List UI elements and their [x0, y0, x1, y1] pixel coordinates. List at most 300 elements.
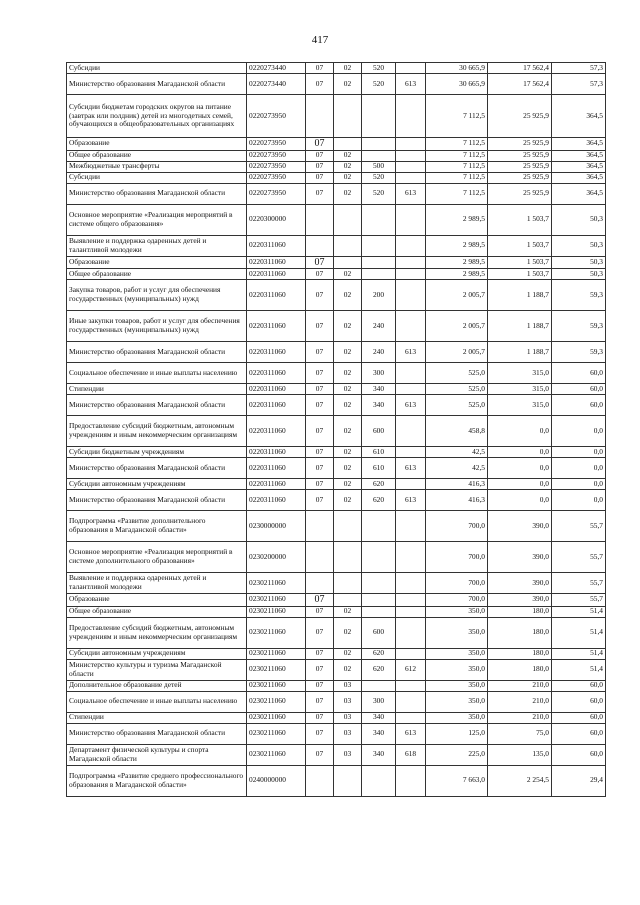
row-name: Закупка товаров, работ и услуг для обеспечения государственных (муниципальных) нужд — [67, 280, 247, 311]
row-name: Предоставление субсидий бюджетным, автономным учреждениям и иным некоммерческим организациям — [67, 416, 247, 447]
row-expense-type: 610 — [362, 447, 396, 458]
table-row — [67, 691, 606, 712]
row-name: Образование — [67, 256, 247, 269]
row-value-planned: 700,0 — [426, 511, 488, 542]
row-name: Министерство образования Магаданской области — [67, 458, 247, 479]
row-value-planned: 7 112,5 — [426, 172, 488, 183]
page-number: 417 — [311, 34, 329, 46]
row-section: 07 — [306, 458, 334, 479]
row-value-planned: 700,0 — [426, 594, 488, 607]
row-percent: 51,4 — [552, 648, 606, 659]
row-value-planned: 42,5 — [426, 447, 488, 458]
row-code: 0230211060 — [247, 648, 306, 659]
row-expense-type: 300 — [362, 691, 396, 712]
row-department: 612 — [396, 659, 426, 680]
row-name: Субсидии — [67, 63, 247, 74]
row-section — [306, 204, 334, 235]
row-code: 0220311060 — [247, 363, 306, 384]
row-expense-type — [362, 269, 396, 280]
row-section: 07 — [306, 74, 334, 95]
row-value-actual: 1 503,7 — [488, 256, 552, 269]
row-code: 0220273950 — [247, 138, 306, 151]
row-subsection — [334, 594, 362, 607]
row-subsection: 02 — [334, 447, 362, 458]
row-subsection: 03 — [334, 723, 362, 744]
row-subsection: 02 — [334, 172, 362, 183]
row-value-planned: 525,0 — [426, 363, 488, 384]
row-subsection: 02 — [334, 490, 362, 511]
table-row — [67, 447, 606, 458]
row-expense-type: 520 — [362, 74, 396, 95]
row-expense-type: 620 — [362, 490, 396, 511]
row-section: 07 — [306, 712, 334, 723]
row-department — [396, 573, 426, 594]
row-subsection: 02 — [334, 74, 362, 95]
row-value-actual: 1 188,7 — [488, 280, 552, 311]
table-row — [67, 479, 606, 490]
row-value-actual: 135,0 — [488, 744, 552, 765]
row-name: Образование — [67, 594, 247, 607]
row-department: 613 — [396, 395, 426, 416]
row-percent: 364,5 — [552, 183, 606, 204]
row-value-actual: 210,0 — [488, 680, 552, 691]
row-code: 0220273950 — [247, 183, 306, 204]
row-value-planned: 2 005,7 — [426, 280, 488, 311]
row-percent: 59,3 — [552, 280, 606, 311]
row-expense-type: 500 — [362, 161, 396, 172]
table-row — [67, 63, 606, 74]
row-value-actual: 25 925,9 — [488, 95, 552, 138]
row-value-actual: 210,0 — [488, 691, 552, 712]
row-percent: 59,3 — [552, 342, 606, 363]
row-department — [396, 311, 426, 342]
table-row — [67, 659, 606, 680]
row-value-actual: 210,0 — [488, 712, 552, 723]
row-section: 07 — [306, 606, 334, 617]
row-value-planned: 525,0 — [426, 384, 488, 395]
row-department — [396, 447, 426, 458]
row-name: Субсидии автономным учреждениям — [67, 479, 247, 490]
row-section: 07 — [306, 416, 334, 447]
row-section: 07 — [306, 269, 334, 280]
table-row — [67, 511, 606, 542]
row-department — [396, 617, 426, 648]
row-expense-type: 600 — [362, 416, 396, 447]
row-section — [306, 542, 334, 573]
row-expense-type — [362, 511, 396, 542]
row-value-planned: 350,0 — [426, 691, 488, 712]
row-percent: 364,5 — [552, 150, 606, 161]
row-section: 07 — [306, 342, 334, 363]
table-row — [67, 150, 606, 161]
row-value-actual: 25 925,9 — [488, 183, 552, 204]
row-code: 0220311060 — [247, 447, 306, 458]
row-name: Основное мероприятие «Реализация мероприятий в системе общего образования» — [67, 204, 247, 235]
table-row — [67, 183, 606, 204]
row-expense-type — [362, 95, 396, 138]
row-expense-type: 620 — [362, 648, 396, 659]
row-subsection: 02 — [334, 416, 362, 447]
row-subsection — [334, 256, 362, 269]
row-department: 613 — [396, 458, 426, 479]
row-percent: 0,0 — [552, 447, 606, 458]
row-subsection — [334, 138, 362, 151]
row-percent: 60,0 — [552, 691, 606, 712]
row-value-planned: 2 989,5 — [426, 235, 488, 256]
row-code: 0220311060 — [247, 490, 306, 511]
row-subsection: 02 — [334, 311, 362, 342]
row-value-actual: 180,0 — [488, 606, 552, 617]
row-percent: 57,3 — [552, 63, 606, 74]
row-department — [396, 511, 426, 542]
row-code: 0220311060 — [247, 342, 306, 363]
row-subsection: 02 — [334, 183, 362, 204]
row-section — [306, 573, 334, 594]
row-percent: 60,0 — [552, 744, 606, 765]
row-value-actual: 1 188,7 — [488, 342, 552, 363]
row-section: 07 — [306, 594, 334, 607]
row-department: 618 — [396, 744, 426, 765]
row-code: 0230211060 — [247, 617, 306, 648]
table-row — [67, 617, 606, 648]
row-name: Министерство образования Магаданской области — [67, 74, 247, 95]
row-subsection: 02 — [334, 479, 362, 490]
row-name: Министерство образования Магаданской области — [67, 342, 247, 363]
row-section: 07 — [306, 490, 334, 511]
row-expense-type: 610 — [362, 458, 396, 479]
row-percent: 364,5 — [552, 138, 606, 151]
row-percent: 60,0 — [552, 723, 606, 744]
row-value-actual: 180,0 — [488, 659, 552, 680]
row-department — [396, 280, 426, 311]
row-name: Дополнительное образование детей — [67, 680, 247, 691]
row-value-planned: 7 112,5 — [426, 95, 488, 138]
row-percent: 55,7 — [552, 573, 606, 594]
row-percent: 55,7 — [552, 594, 606, 607]
row-code: 0220311060 — [247, 280, 306, 311]
row-name: Субсидии бюджетам городских округов на питание (завтрак или полдник) детей из многодетных семей, обучающихся в общеобразовательных организациях — [67, 95, 247, 138]
row-section: 07 — [306, 395, 334, 416]
row-department — [396, 363, 426, 384]
row-name: Предоставление субсидий бюджетным, автономным учреждениям и иным некоммерческим организациям — [67, 617, 247, 648]
table-row — [67, 648, 606, 659]
table-row — [67, 606, 606, 617]
table-row — [67, 542, 606, 573]
row-department — [396, 765, 426, 796]
row-code: 0220273440 — [247, 74, 306, 95]
row-expense-type: 340 — [362, 712, 396, 723]
row-name: Общее образование — [67, 606, 247, 617]
table-row — [67, 723, 606, 744]
row-code: 0220300000 — [247, 204, 306, 235]
row-value-planned: 42,5 — [426, 458, 488, 479]
row-subsection — [334, 765, 362, 796]
table-row — [67, 416, 606, 447]
row-value-planned: 2 989,5 — [426, 204, 488, 235]
row-department: 613 — [396, 490, 426, 511]
table-row — [67, 363, 606, 384]
row-value-planned: 350,0 — [426, 712, 488, 723]
row-value-planned: 416,3 — [426, 490, 488, 511]
row-department — [396, 416, 426, 447]
row-percent: 51,4 — [552, 659, 606, 680]
row-subsection: 02 — [334, 161, 362, 172]
row-expense-type — [362, 235, 396, 256]
table-row — [67, 280, 606, 311]
row-code: 0230211060 — [247, 691, 306, 712]
row-section: 07 — [306, 138, 334, 151]
row-value-actual: 315,0 — [488, 363, 552, 384]
table-row — [67, 395, 606, 416]
table-row — [67, 342, 606, 363]
row-value-planned: 7 663,0 — [426, 765, 488, 796]
row-value-planned: 225,0 — [426, 744, 488, 765]
row-name: Министерство образования Магаданской области — [67, 395, 247, 416]
row-value-planned: 350,0 — [426, 659, 488, 680]
row-percent: 0,0 — [552, 490, 606, 511]
row-percent: 364,5 — [552, 172, 606, 183]
row-code: 0230211060 — [247, 712, 306, 723]
row-percent: 51,4 — [552, 606, 606, 617]
row-section: 07 — [306, 384, 334, 395]
row-subsection: 02 — [334, 606, 362, 617]
row-value-actual: 1 503,7 — [488, 235, 552, 256]
row-name: Министерство образования Магаданской области — [67, 490, 247, 511]
row-value-planned: 30 665,9 — [426, 63, 488, 74]
row-expense-type — [362, 150, 396, 161]
row-section: 07 — [306, 744, 334, 765]
row-section — [306, 95, 334, 138]
row-code: 0220311060 — [247, 311, 306, 342]
row-expense-type: 520 — [362, 172, 396, 183]
row-section: 07 — [306, 680, 334, 691]
row-value-planned: 700,0 — [426, 542, 488, 573]
row-value-planned: 2 989,5 — [426, 269, 488, 280]
row-name: Общее образование — [67, 269, 247, 280]
row-value-planned: 125,0 — [426, 723, 488, 744]
row-subsection: 02 — [334, 395, 362, 416]
row-section: 07 — [306, 659, 334, 680]
row-percent: 50,3 — [552, 269, 606, 280]
row-code: 0220311060 — [247, 235, 306, 256]
row-value-planned: 416,3 — [426, 479, 488, 490]
row-name: Общее образование — [67, 150, 247, 161]
row-value-planned: 2 005,7 — [426, 311, 488, 342]
table-row — [67, 765, 606, 796]
row-code: 0220273440 — [247, 63, 306, 74]
row-expense-type: 240 — [362, 311, 396, 342]
row-value-planned: 7 112,5 — [426, 138, 488, 151]
table-row — [67, 744, 606, 765]
row-expense-type: 520 — [362, 63, 396, 74]
row-code: 0240000000 — [247, 765, 306, 796]
row-name: Основное мероприятие «Реализация мероприятий в системе дополнительного образования» — [67, 542, 247, 573]
row-section: 07 — [306, 311, 334, 342]
row-value-actual: 0,0 — [488, 447, 552, 458]
row-value-actual: 17 562,4 — [488, 74, 552, 95]
row-code: 0220311060 — [247, 384, 306, 395]
row-percent: 364,5 — [552, 161, 606, 172]
row-subsection — [334, 573, 362, 594]
row-name: Подпрограмма «Развитие дополнительного образования в Магаданской области» — [67, 511, 247, 542]
row-code: 0230211060 — [247, 659, 306, 680]
row-section — [306, 765, 334, 796]
row-section: 07 — [306, 256, 334, 269]
row-value-actual: 180,0 — [488, 648, 552, 659]
row-expense-type — [362, 256, 396, 269]
row-subsection — [334, 204, 362, 235]
table-row — [67, 204, 606, 235]
row-value-actual: 390,0 — [488, 542, 552, 573]
row-value-actual: 0,0 — [488, 416, 552, 447]
row-percent: 55,7 — [552, 511, 606, 542]
table-row — [67, 269, 606, 280]
row-section: 07 — [306, 691, 334, 712]
row-value-actual: 25 925,9 — [488, 138, 552, 151]
row-subsection: 03 — [334, 712, 362, 723]
row-code: 0230211060 — [247, 723, 306, 744]
row-code: 0230211060 — [247, 573, 306, 594]
row-code: 0220311060 — [247, 458, 306, 479]
row-subsection: 02 — [334, 63, 362, 74]
row-code: 0220311060 — [247, 479, 306, 490]
row-section: 07 — [306, 63, 334, 74]
row-section: 07 — [306, 363, 334, 384]
row-percent: 60,0 — [552, 384, 606, 395]
row-value-planned: 350,0 — [426, 606, 488, 617]
row-subsection: 03 — [334, 744, 362, 765]
row-department: 613 — [396, 183, 426, 204]
row-value-actual: 315,0 — [488, 384, 552, 395]
row-department — [396, 384, 426, 395]
row-value-actual: 17 562,4 — [488, 63, 552, 74]
row-subsection: 02 — [334, 648, 362, 659]
row-name: Образование — [67, 138, 247, 151]
row-percent: 51,4 — [552, 617, 606, 648]
row-department — [396, 269, 426, 280]
row-section: 07 — [306, 172, 334, 183]
row-value-planned: 458,8 — [426, 416, 488, 447]
row-percent: 50,3 — [552, 256, 606, 269]
row-subsection: 02 — [334, 384, 362, 395]
row-percent: 60,0 — [552, 363, 606, 384]
row-section: 07 — [306, 723, 334, 744]
row-department — [396, 150, 426, 161]
row-name: Подпрограмма «Развитие среднего профессионального образования в Магаданской области» — [67, 765, 247, 796]
row-department: 613 — [396, 342, 426, 363]
row-expense-type: 520 — [362, 183, 396, 204]
table-row — [67, 172, 606, 183]
row-name: Социальное обеспечение и иные выплаты населению — [67, 363, 247, 384]
row-expense-type: 200 — [362, 280, 396, 311]
table-row — [67, 256, 606, 269]
row-expense-type: 620 — [362, 659, 396, 680]
table-row — [67, 235, 606, 256]
row-value-actual: 0,0 — [488, 458, 552, 479]
row-code: 0220273950 — [247, 161, 306, 172]
row-subsection: 02 — [334, 280, 362, 311]
row-department — [396, 63, 426, 74]
row-subsection — [334, 542, 362, 573]
row-subsection: 02 — [334, 617, 362, 648]
row-name: Министерство культуры и туризма Магаданской области — [67, 659, 247, 680]
row-code: 0230211060 — [247, 594, 306, 607]
row-code: 0230200000 — [247, 542, 306, 573]
budget-table — [66, 62, 606, 797]
row-section: 07 — [306, 183, 334, 204]
row-value-planned: 350,0 — [426, 617, 488, 648]
row-percent: 29,4 — [552, 765, 606, 796]
row-value-planned: 525,0 — [426, 395, 488, 416]
row-name: Межбюджетные трансферты — [67, 161, 247, 172]
row-percent: 0,0 — [552, 479, 606, 490]
row-department — [396, 235, 426, 256]
row-department — [396, 479, 426, 490]
row-expense-type: 340 — [362, 395, 396, 416]
table-row — [67, 384, 606, 395]
row-department — [396, 648, 426, 659]
row-department — [396, 680, 426, 691]
row-name: Выявление и поддержка одаренных детей и талантливой молодежи — [67, 235, 247, 256]
row-department: 613 — [396, 74, 426, 95]
row-department — [396, 594, 426, 607]
row-expense-type — [362, 765, 396, 796]
row-subsection: 02 — [334, 458, 362, 479]
row-name: Выявление и поддержка одаренных детей и талантливой молодежи — [67, 573, 247, 594]
row-percent: 55,7 — [552, 542, 606, 573]
row-name: Стипендии — [67, 712, 247, 723]
row-code: 0220311060 — [247, 416, 306, 447]
row-code: 0230000000 — [247, 511, 306, 542]
row-percent: 50,3 — [552, 235, 606, 256]
row-subsection: 02 — [334, 659, 362, 680]
row-department — [396, 95, 426, 138]
row-department — [396, 256, 426, 269]
row-code: 0220273950 — [247, 150, 306, 161]
row-section: 07 — [306, 479, 334, 490]
row-expense-type — [362, 680, 396, 691]
row-section: 07 — [306, 617, 334, 648]
table-row — [67, 74, 606, 95]
table-row — [67, 458, 606, 479]
row-expense-type: 340 — [362, 384, 396, 395]
row-expense-type: 340 — [362, 723, 396, 744]
row-value-actual: 1 503,7 — [488, 204, 552, 235]
row-value-actual: 390,0 — [488, 573, 552, 594]
row-expense-type: 300 — [362, 363, 396, 384]
row-name: Иные закупки товаров, работ и услуг для обеспечения государственных (муниципальных) нужд — [67, 311, 247, 342]
row-department — [396, 161, 426, 172]
row-expense-type — [362, 542, 396, 573]
row-percent: 0,0 — [552, 458, 606, 479]
row-section: 07 — [306, 150, 334, 161]
row-subsection: 02 — [334, 150, 362, 161]
row-percent: 59,3 — [552, 311, 606, 342]
row-department — [396, 712, 426, 723]
table-row — [67, 95, 606, 138]
row-expense-type — [362, 606, 396, 617]
row-section: 07 — [306, 648, 334, 659]
row-expense-type — [362, 573, 396, 594]
row-value-actual: 25 925,9 — [488, 161, 552, 172]
table-row — [67, 712, 606, 723]
row-subsection: 02 — [334, 269, 362, 280]
row-value-actual: 2 254,5 — [488, 765, 552, 796]
row-percent: 60,0 — [552, 395, 606, 416]
row-subsection — [334, 235, 362, 256]
row-code: 0220273950 — [247, 95, 306, 138]
row-code: 0220273950 — [247, 172, 306, 183]
